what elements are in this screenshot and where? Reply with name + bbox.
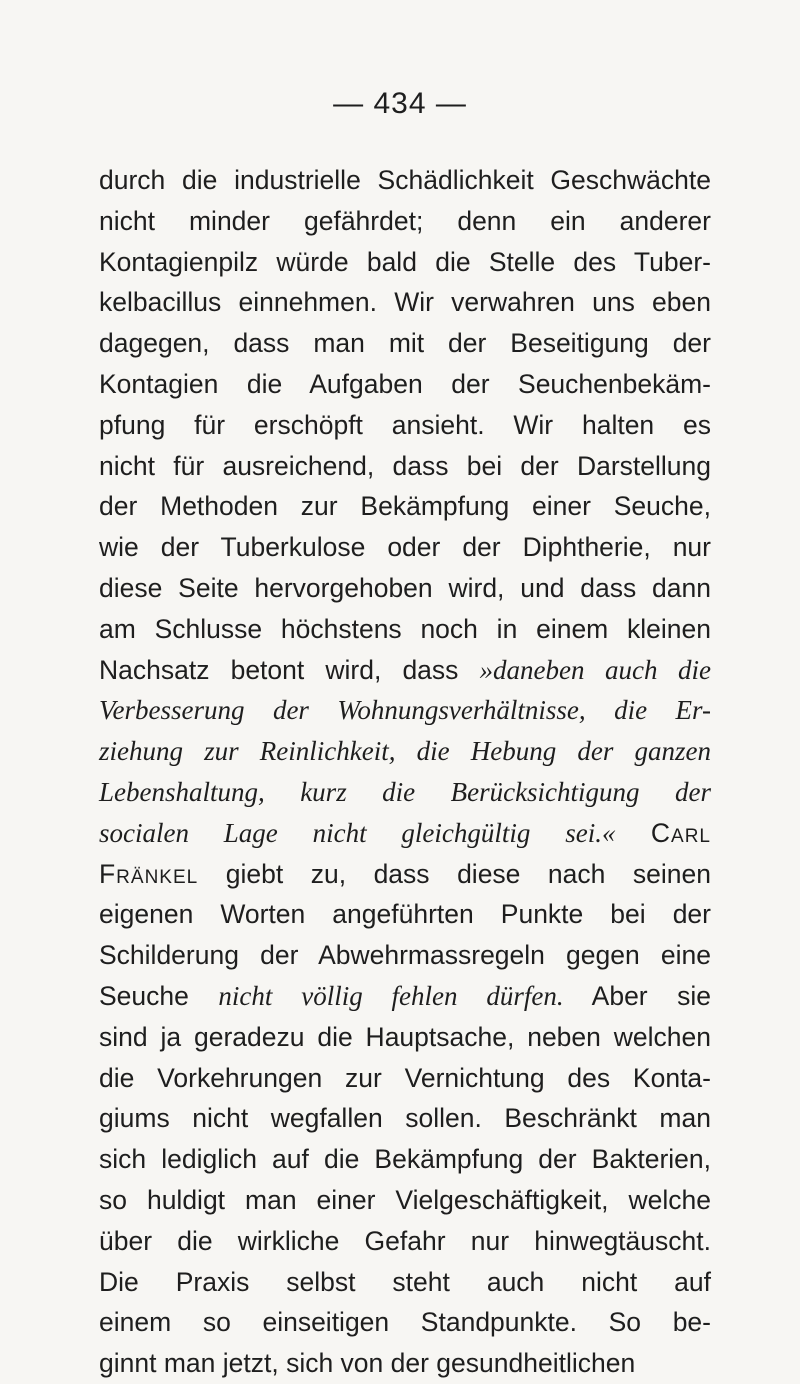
text-segment: nicht minder gefährdet; denn ein anderer [99, 205, 711, 236]
text-segment: wie der Tuberkulose oder der Diphtherie, nur [99, 532, 711, 563]
text-line [99, 690, 711, 731]
text-segment: Kontagienpilz würde bald die Stelle des Tuber- [99, 246, 711, 277]
text-segment: der Methoden zur Bekämpfung einer Seuche, [99, 491, 711, 522]
text-line [99, 323, 711, 364]
text-line [99, 568, 711, 609]
body-text [99, 160, 711, 1384]
text-segment: Schilderung der Abwehrmassregeln gegen eine [99, 940, 711, 971]
text-segment: sind ja geradezu die Hauptsache, neben welchen [99, 1021, 711, 1052]
text-line [99, 282, 711, 323]
text-segment: eigenen Worten angeführten Punkte bei der [99, 899, 711, 930]
text-segment: giebt zu, dass diese nach seinen [198, 858, 711, 889]
text-segment: einem so einseitigen Standpunkte. So be- [99, 1307, 711, 1338]
text-line [99, 976, 711, 1017]
page-number: — 434 — [333, 87, 467, 120]
text-line [99, 405, 711, 446]
text-segment [615, 818, 650, 848]
italic-text: ziehung zur Reinlichkeit, die Hebung der ganzen [99, 736, 711, 767]
text-line [99, 813, 711, 854]
text-line [99, 1180, 711, 1221]
text-line [99, 650, 711, 691]
italic-text: nicht völlig fehlen dürfen. [218, 980, 564, 1011]
text-segment: Nachsatz betont wird, dass [99, 654, 480, 685]
text-segment: nicht für ausreichend, dass bei der Darstellung [99, 450, 711, 481]
text-line [99, 1343, 711, 1384]
text-line [99, 1262, 711, 1303]
text-line [99, 1221, 711, 1262]
text-line [99, 1017, 711, 1058]
text-line [99, 486, 711, 527]
text-line [99, 772, 711, 813]
text-segment: diese Seite hervorgehoben wird, und dass dann [99, 572, 711, 603]
text-line [99, 894, 711, 935]
text-segment: giums nicht wegfallen sollen. Beschränkt man [99, 1103, 711, 1134]
italic-text: socialen Lage nicht gleichgültig sei.« [99, 817, 616, 848]
text-segment: am Schlusse höchstens noch in einem kleinen [99, 613, 711, 644]
text-segment: kelbacillus einnehmen. Wir verwahren uns eben [99, 287, 711, 318]
text-segment: dagegen, dass man mit der Beseitigung der [99, 328, 711, 359]
text-line [99, 527, 711, 568]
text-line [99, 160, 711, 201]
text-segment: pfung für erschöpft ansieht. Wir halten es [99, 409, 711, 440]
text-line [99, 1058, 711, 1099]
text-line [99, 1302, 711, 1343]
text-line [99, 201, 711, 242]
text-line [99, 731, 711, 772]
text-segment: Seuche [99, 980, 219, 1011]
italic-text: »daneben auch die [479, 654, 711, 685]
text-segment: ginnt man jetzt, sich von der gesundheitlichen [99, 1348, 636, 1379]
text-segment: Die Praxis selbst steht auch nicht auf [99, 1266, 711, 1297]
text-segment: durch die industrielle Schädlichkeit Geschwächte [99, 165, 711, 195]
small-caps-name: Carl [650, 817, 711, 848]
small-caps-name: Fränkel [99, 858, 199, 889]
text-segment: sich lediglich auf die Bekämpfung der Bakterien, [99, 1144, 711, 1175]
text-line [99, 446, 711, 487]
text-segment: Kontagien die Aufgaben der Seuchenbekäm- [99, 368, 711, 399]
italic-text: Lebenshaltung, kurz die Berücksichtigung der [99, 776, 711, 807]
text-line [99, 242, 711, 283]
text-segment: die Vorkehrungen zur Vernichtung des Konta- [99, 1062, 711, 1093]
italic-text: Verbesserung der Wohnungsverhältnisse, die Er- [99, 695, 711, 726]
text-line [99, 609, 711, 650]
text-segment: Aber sie [563, 980, 711, 1011]
text-line [99, 1098, 711, 1139]
text-line [99, 364, 711, 405]
text-segment: so huldigt man einer Vielgeschäftigkeit, welche [99, 1184, 711, 1215]
text-segment: über die wirkliche Gefahr nur hinwegtäuscht. [99, 1225, 711, 1256]
text-line [99, 935, 711, 976]
text-line [99, 1139, 711, 1180]
text-line [99, 854, 711, 895]
